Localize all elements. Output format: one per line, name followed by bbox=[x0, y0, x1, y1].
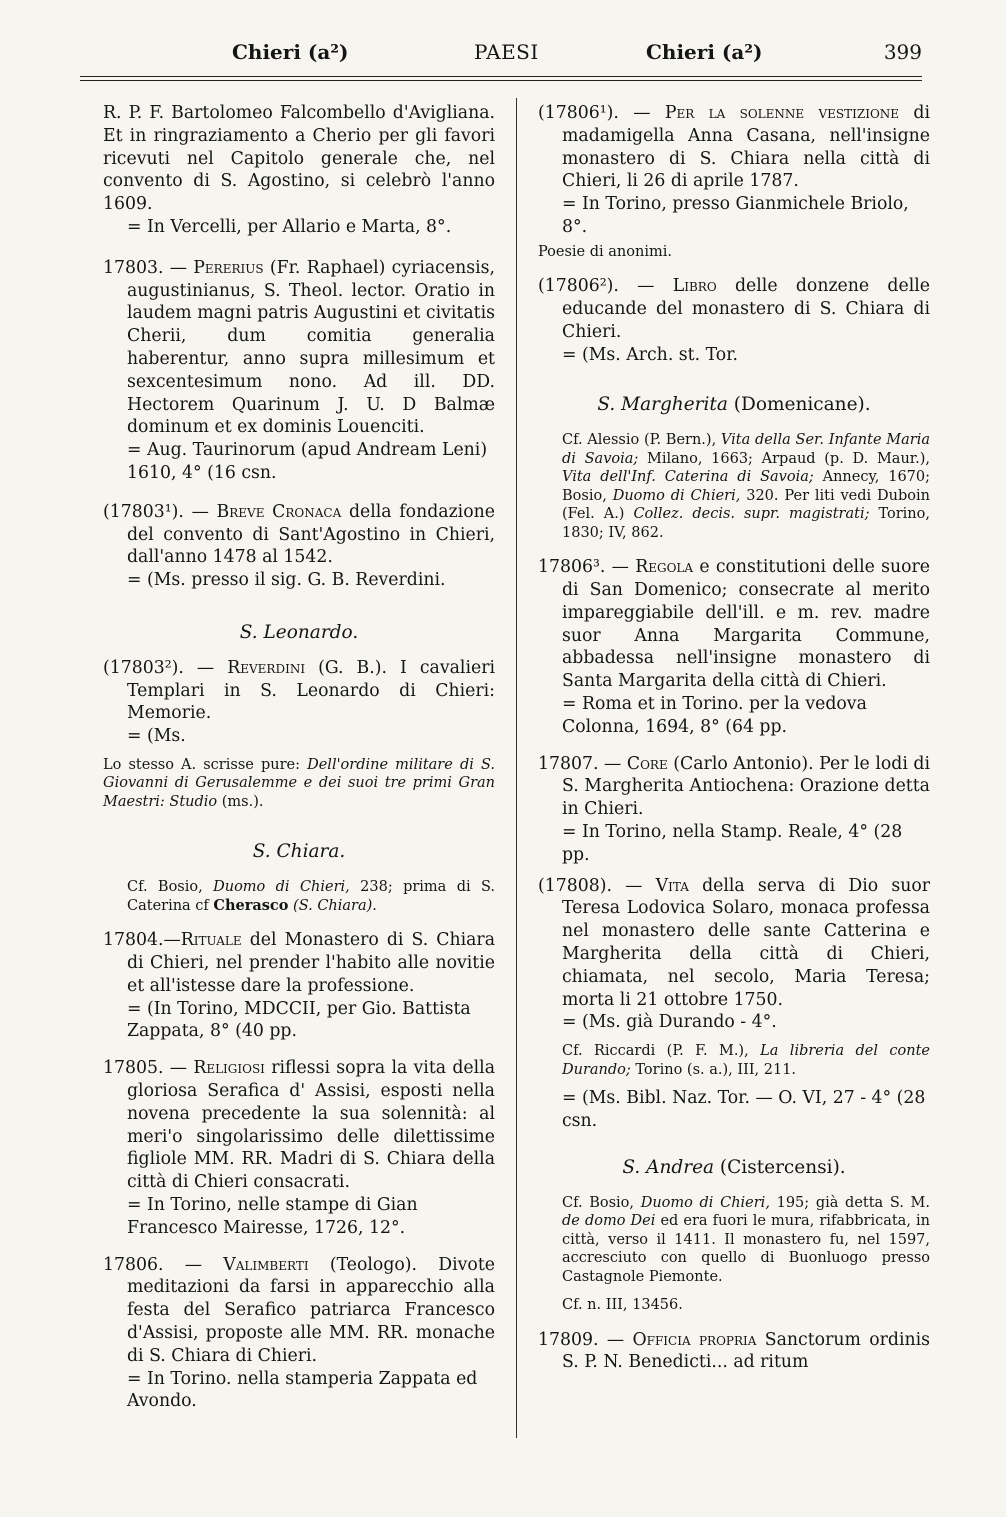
header-left: Chieri (a²) bbox=[232, 40, 349, 64]
entry-17806-3: 17806³. — Regola e constitutioni delle suore di San Domenico; consecrate al merito impareggiabile dell'ill. e m. rev. madre suor Anna Margarita Commune, abbadessa nell'insigne monastero di Santa Margarita della città di Chieri. bbox=[538, 557, 931, 692]
entry-17809: 17809. — Officia propria Sanctorum ordinis S. P. N. Benedicti... ad ritum bbox=[538, 1329, 930, 1373]
entry-17808-imprint: = (Ms. già Durando - 4°. bbox=[562, 1012, 777, 1033]
entry-17804-imprint: = (In Torino, MDCCII, per Gio. Battista Zappata, 8° (40 pp. bbox=[127, 998, 471, 1042]
s-margherita-note: Cf. Alessio (P. Bern.), Vita della Ser. Infante Maria di Savoia; Milano, 1663; Arpaud (p. D. Maur.), Vita dell'Inf. Caterina di Savoia; Annecy, 1670; Bosio, Duomo di Chieri, 320. Per liti vedi Duboin (Fel. A.) Collez. decis. supr. magistrati; Torino, 1830; IV, 862. bbox=[562, 432, 931, 541]
entry-17806-2-imprint: = (Ms. Arch. st. Tor. bbox=[562, 344, 739, 365]
section-heading-s-leonardo: S. Leonardo. bbox=[239, 621, 359, 643]
entry-17806-1: (17806¹). — Per la solenne vestizione di madamigella Anna Casana, nell'insigne monastero di S. Chiara nella città di Chieri, li 26 di aprile 1787. bbox=[538, 103, 930, 192]
entry-17803-imprint: = Aug. Taurinorum (apud Andream Leni) 1610, 4° (16 csn. bbox=[127, 440, 488, 483]
entry-17806: 17806. — Valimberti (Teologo). Divote meditazioni da farsi in apparecchio alla festa del Serafico patriarca Francesco d'Assisi, proposte alle MM. RR. monache di S. Chiara di Chieri. bbox=[103, 1254, 495, 1366]
header-center: PAESI bbox=[474, 40, 539, 64]
column-separator bbox=[516, 98, 517, 1438]
s-chiara-note: Cf. Bosio, Duomo di Chieri, 238; prima di S. Caterina cf Cherasco (S. Chiara). bbox=[127, 879, 496, 914]
entry-17806-1-imprint: = In Torino, presso Gianmichele Briolo, 8°. bbox=[562, 194, 909, 237]
entry-17806-1-note: Poesie di anonimi. bbox=[538, 243, 672, 260]
entry-17806-imprint: = In Torino. nella stamperia Zappata ed Avondo. bbox=[127, 1368, 478, 1412]
header-rule-bottom bbox=[80, 80, 922, 81]
entry-17803: 17803. — Pererius (Fr. Raphael) cyriacensis, augustinianus, S. Theol. lector. Oratio in laudem magni patris Augustini et civitatis Cherii, dum comitia generalia haberentur, anno supra millesimum et sexcentesimum nono. Ad ill. DD. Hectorem Quarinum J. U. D Balmæ dominum et ex dominis Louenciti. bbox=[103, 257, 495, 438]
entry-17803-1-imprint: = (Ms. presso il sig. G. B. Reverdini. bbox=[127, 570, 446, 591]
section-heading-s-chiara: S. Chiara. bbox=[252, 841, 346, 863]
s-andrea-note: Cf. Bosio, Duomo di Chieri, 195; già detta S. M. de domo Dei ed era fuori le mura, rifabbricata, in città, verso il 1411. Il monastero fu, nel 1597, accresciuto con quello di Buonluogo presso Castagnole Piemonte. bbox=[562, 1194, 931, 1285]
page-number: 399 bbox=[883, 40, 922, 64]
header-rule-top bbox=[80, 76, 922, 77]
running-header bbox=[80, 40, 922, 72]
section-heading-s-andrea: S. Andrea (Cistercensi). bbox=[622, 1156, 846, 1178]
section-heading-s-margherita: S. Margherita (Domenicane). bbox=[597, 394, 871, 416]
entry-17803-2: (17803²). — Reverdini (G. B.). I cavalieri Templari in S. Leonardo di Chieri: Memorie. bbox=[103, 657, 495, 724]
right-column bbox=[538, 102, 930, 1374]
left-column bbox=[103, 102, 495, 1413]
entry-17803-1: (17803¹). — Breve Cronaca della fondazione del convento di Sant'Agostino in Chieri, dall'anno 1478 al 1542. bbox=[103, 501, 495, 568]
entry-17807-imprint: = In Torino, nella Stamp. Reale, 4° (28 pp. bbox=[562, 822, 903, 865]
entry-17808: (17808). — Vita della serva di Dio suor Teresa Lodovica Solaro, monaca professa nel monastero delle sante Catterina e Margherita della città di Chieri, chiamata, nel secolo, Maria Teresa; morta li 21 ottobre 1750. bbox=[538, 875, 930, 1010]
entry-17807: 17807. — Core (Carlo Antonio). Per le lodi di S. Margherita Antiochena: Orazione detta in Chieri. bbox=[538, 753, 930, 820]
entry-17802-continued: R. P. F. Bartolomeo Falcombello d'Avigliana. Et in ringraziamento a Cherio per gli favori ricevuti nel Capitolo generale che, nel convento di S. Agostino, si celebrò l'anno 1609. bbox=[103, 103, 495, 215]
entry-17802-imprint: = In Vercelli, per Allario e Marta, 8°. bbox=[127, 216, 452, 237]
entry-17806-2: (17806²). — Libro delle donzene delle educande del monastero di S. Chiara di Chieri. bbox=[538, 276, 931, 342]
entry-17803-2-note: Lo stesso A. scrisse pure: Dell'ordine militare di S. Giovanni di Gerusalemme e dei suoi tre primi Gran Maestri: Studio (ms.). bbox=[103, 756, 495, 810]
entry-17805-imprint: = In Torino, nelle stampe di Gian Francesco Mairesse, 1726, 12°. bbox=[127, 1194, 418, 1238]
header-right: Chieri (a²) bbox=[646, 40, 763, 64]
entry-17805: 17805. — Religiosi riflessi sopra la vita della gloriosa Serafica d' Assisi, esposti nella novena precedente la sua solennità: al meri'o singolarissimo delle dilettissime figliole MM. RR. Madri di S. Chiara della città di Chieri consacrati. bbox=[103, 1058, 496, 1193]
entry-17803-2-imprint: = (Ms. bbox=[127, 726, 186, 747]
entry-17808-imprint-2: = (Ms. Bibl. Naz. Tor. — O. VI, 27 - 4° (28 csn. bbox=[562, 1088, 926, 1131]
entry-17808-note: Cf. Riccardi (P. F. M.), La libreria del conte Durando; Torino (s. a.), III, 211. bbox=[562, 1043, 931, 1078]
s-andrea-crossref: Cf. n. III, 13456. bbox=[562, 1297, 683, 1314]
entry-17806-3-imprint: = Roma et in Torino. per la vedova Colonna, 1694, 8° (64 pp. bbox=[562, 694, 867, 737]
entry-17804: 17804.—Rituale del Monastero di S. Chiara di Chieri, nel prender l'habito alle novitie et all'istesse dare la professione. bbox=[103, 930, 495, 996]
